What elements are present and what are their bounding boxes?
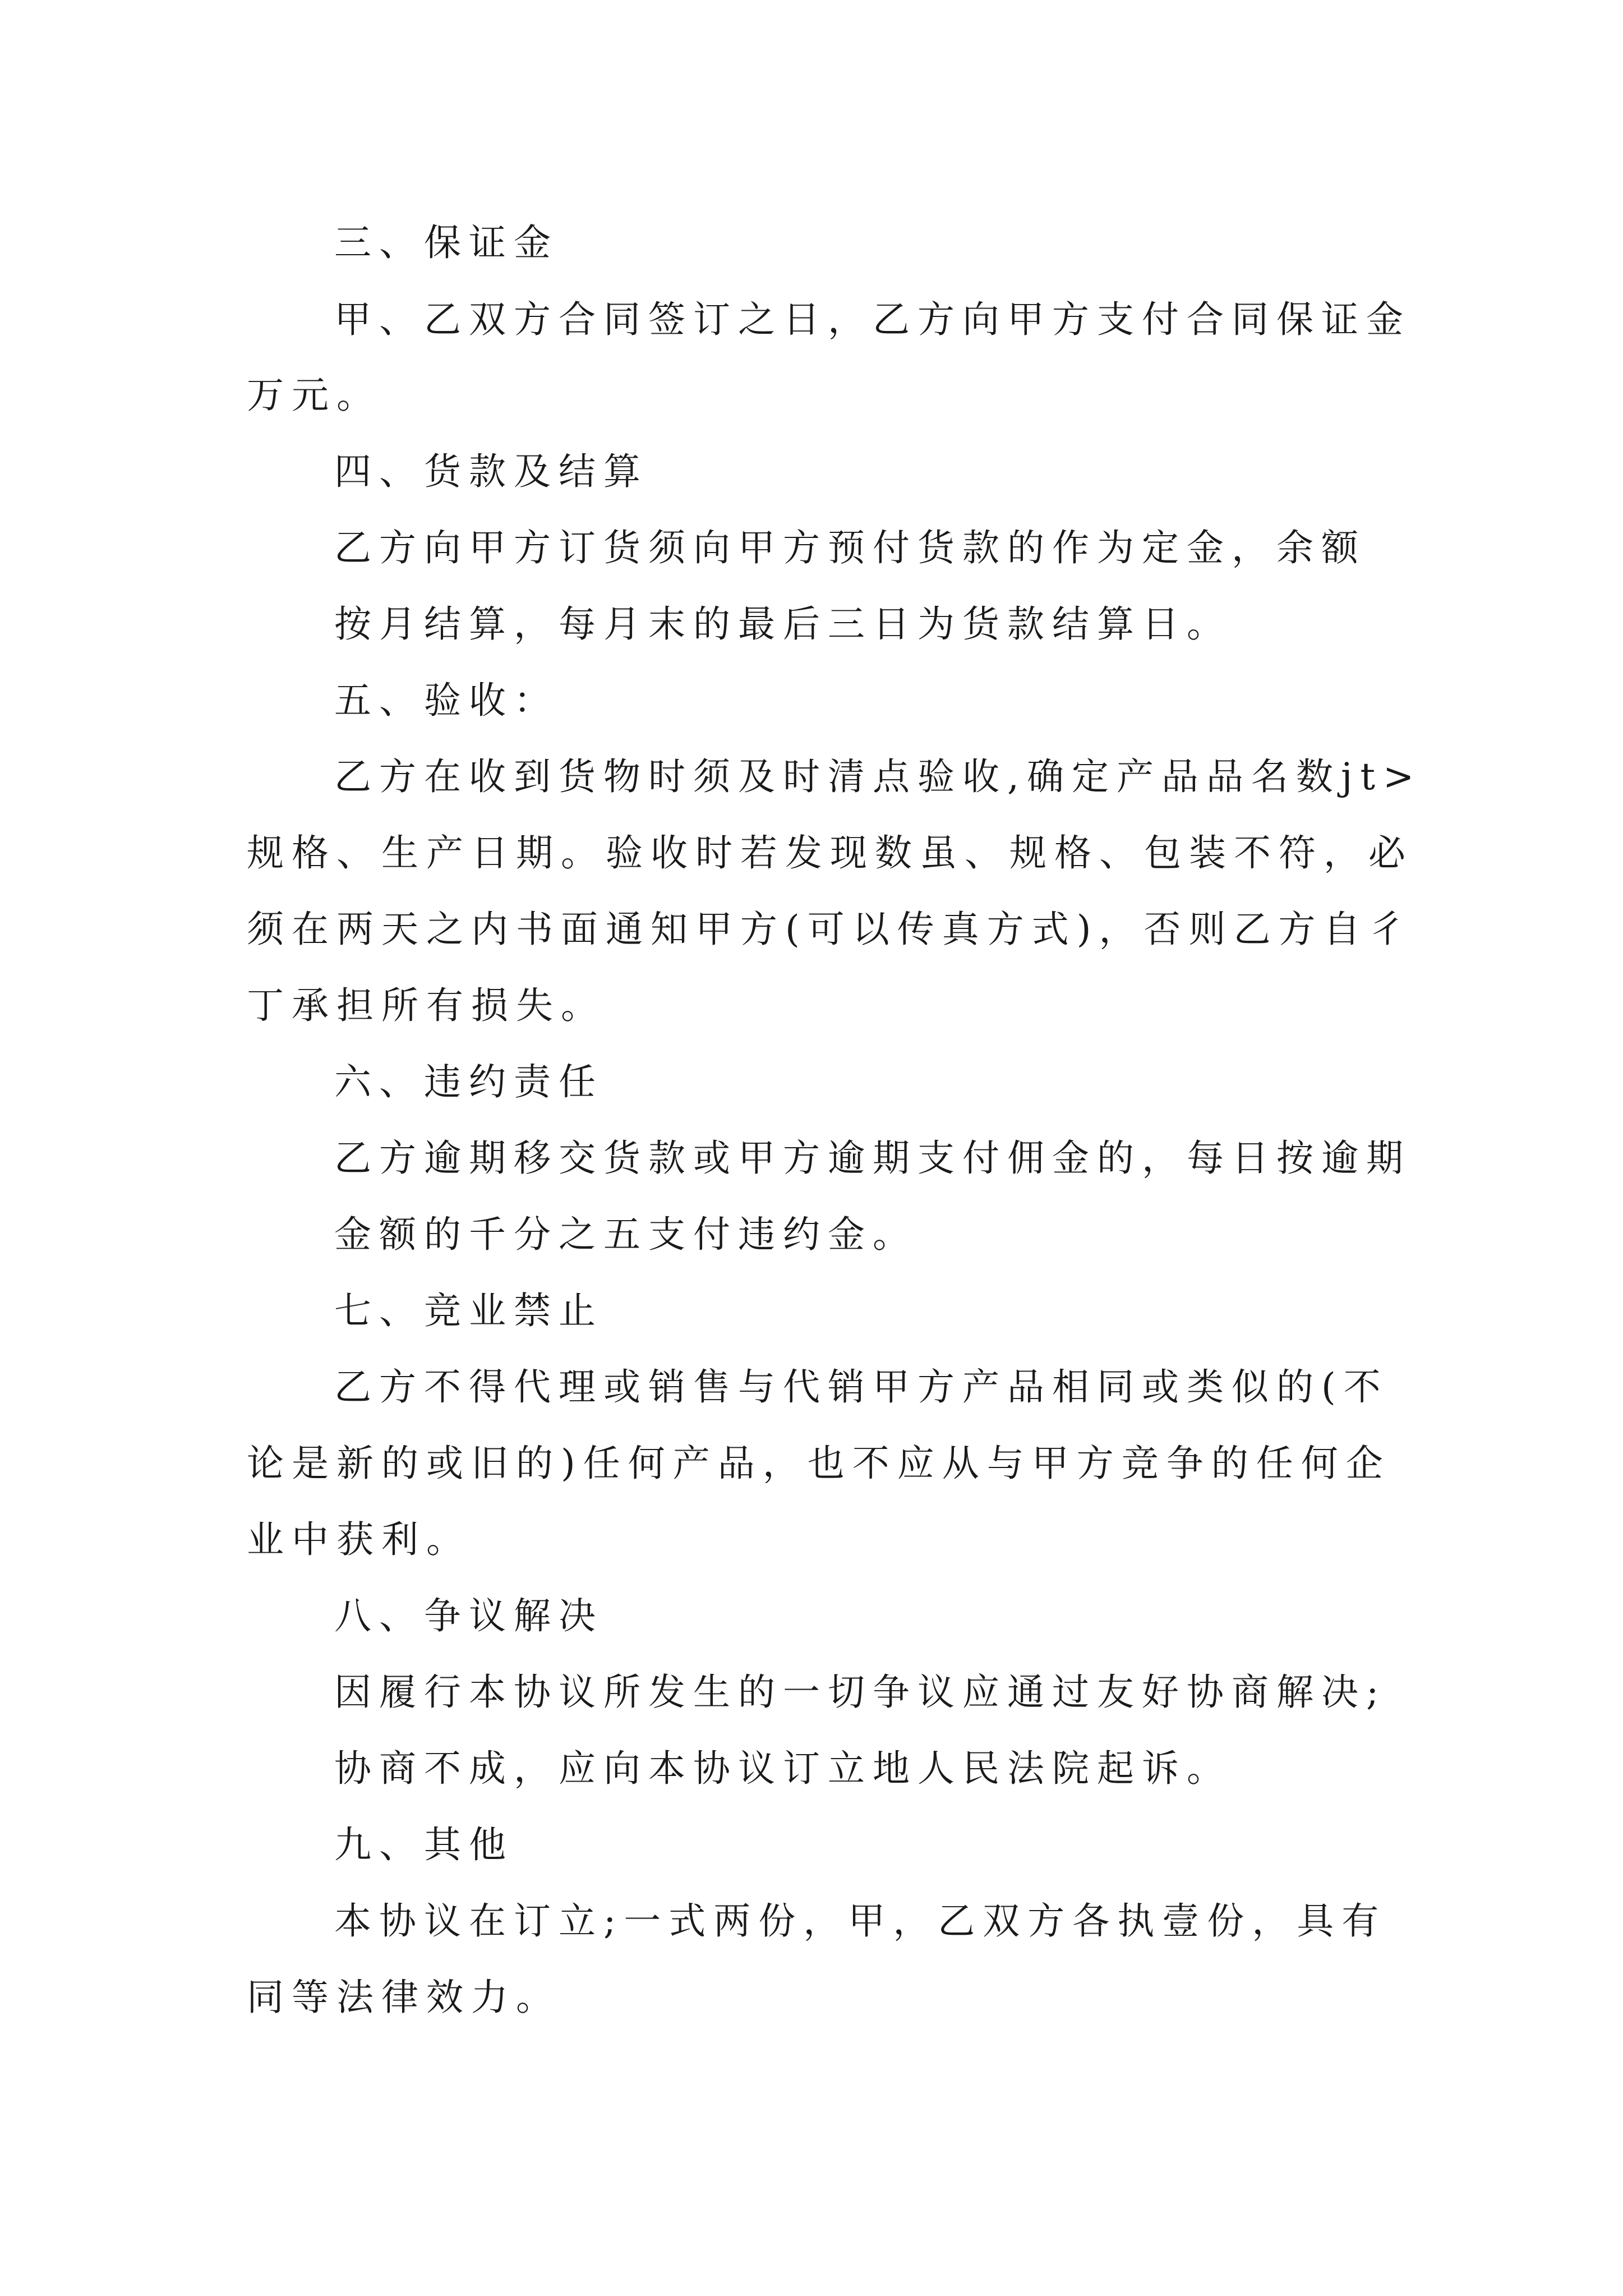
paragraph-line: 规格、生产日期。验收时若发现数虽、规格、包装不符，必 [247, 831, 1413, 875]
paragraph-line: 甲、乙双方合同签订之日，乙方向甲方支付合同保证金 [334, 298, 1411, 341]
paragraph-line: 按月结算，每月末的最后三日为货款结算日。 [334, 602, 1232, 646]
paragraph-line: 金额的千分之五支付违约金。 [334, 1213, 917, 1256]
paragraph-line: 论是新的或旧的)任何产品，也不应从与甲方竞争的任何企 [247, 1442, 1391, 1485]
paragraph-line: 乙方不得代理或销售与代销甲方产品相同或类似的(不 [334, 1365, 1389, 1409]
section-heading-noncompete: 七、竞业禁止 [334, 1289, 603, 1332]
paragraph-line: 乙方在收到货物时须及时清点验收,确定产品品名数jt> [334, 755, 1422, 798]
section-heading-liability: 六、违约责任 [334, 1060, 603, 1103]
paragraph-line: 乙方逾期移交货款或甲方逾期支付佣金的，每日按逾期 [334, 1137, 1411, 1180]
paragraph-line: 同等法律效力。 [247, 1976, 561, 2019]
paragraph-line: 丁承担所有损失。 [247, 984, 606, 1027]
paragraph-line: 万元。 [247, 374, 381, 417]
paragraph-line: 须在两天之内书面通知甲方(可以传真方式)，否则乙方自彳 [247, 908, 1413, 951]
paragraph-line: 因履行本协议所发生的一切争议应通过友好协商解决; [334, 1671, 1387, 1714]
paragraph-line: 业中获利。 [247, 1518, 471, 1561]
section-heading-dispute: 八、争议解决 [334, 1594, 603, 1637]
section-heading-deposit: 三、保证金 [334, 221, 559, 264]
section-heading-other: 九、其他 [334, 1823, 514, 1866]
section-heading-payment: 四、货款及结算 [334, 450, 648, 493]
section-heading-acceptance: 五、验收： [334, 679, 559, 722]
paragraph-line: 本协议在订立;一式两份，甲，乙双方各执壹份，具有 [334, 1899, 1387, 1943]
paragraph-line: 乙方向甲方订货须向甲方预付货款的作为定金，余额 [334, 526, 1366, 569]
paragraph-line: 协商不成，应向本协议订立地人民法院起诉。 [334, 1747, 1232, 1790]
